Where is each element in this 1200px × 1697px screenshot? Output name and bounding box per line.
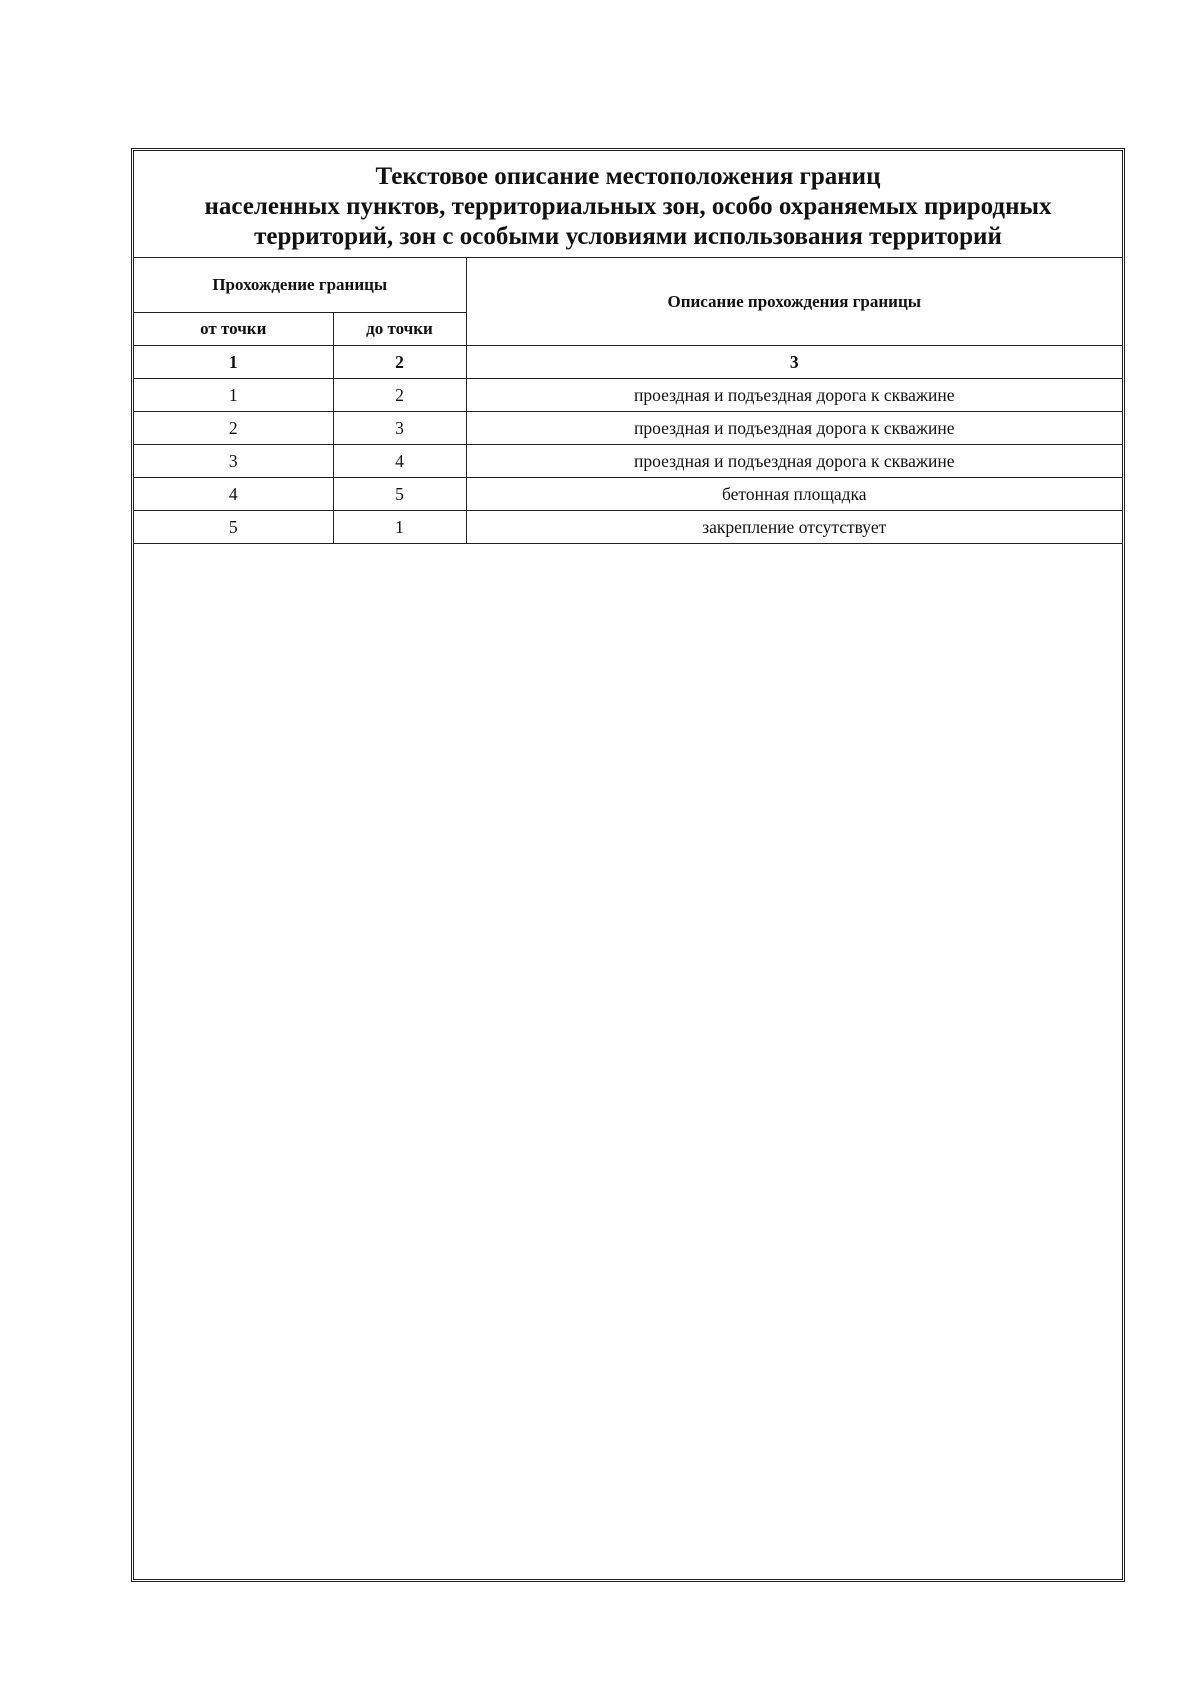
header-boundary-passage: Прохождение границы <box>134 258 466 313</box>
title-line-1: Текстовое описание местоположения границ <box>375 163 881 190</box>
cell-from: 4 <box>134 478 333 511</box>
cell-description: бетонная площадка <box>466 478 1122 511</box>
cell-from: 1 <box>134 379 333 412</box>
table-row <box>134 478 1122 511</box>
title-line-3: территорий, зон с особыми условиями использования территорий <box>254 223 1002 250</box>
cell-to: 4 <box>333 445 466 478</box>
column-number-3: 3 <box>466 346 1122 379</box>
cell-description: закрепление отсутствует <box>466 511 1122 544</box>
cell-description: проездная и подъездная дорога к скважине <box>466 379 1122 412</box>
table-row <box>134 412 1122 445</box>
table-row <box>134 379 1122 412</box>
cell-description: проездная и подъездная дорога к скважине <box>466 412 1122 445</box>
table-row <box>134 511 1122 544</box>
table-header-row <box>134 258 1122 313</box>
cell-to: 1 <box>333 511 466 544</box>
column-number-row <box>134 346 1122 379</box>
header-to-point: до точки <box>333 313 466 346</box>
cell-to: 3 <box>333 412 466 445</box>
column-number-1: 1 <box>134 346 333 379</box>
cell-from: 2 <box>134 412 333 445</box>
cell-from: 3 <box>134 445 333 478</box>
document-frame <box>131 148 1125 1582</box>
cell-to: 5 <box>333 478 466 511</box>
header-from-point: от точки <box>134 313 333 346</box>
cell-to: 2 <box>333 379 466 412</box>
column-number-2: 2 <box>333 346 466 379</box>
cell-description: проездная и подъездная дорога к скважине <box>466 445 1122 478</box>
cell-from: 5 <box>134 511 333 544</box>
boundary-table <box>134 257 1122 544</box>
header-description: Описание прохождения границы <box>466 258 1122 346</box>
document-title <box>134 151 1122 258</box>
table-row <box>134 445 1122 478</box>
title-line-2: населенных пунктов, территориальных зон, особо охраняемых природных <box>204 193 1052 220</box>
